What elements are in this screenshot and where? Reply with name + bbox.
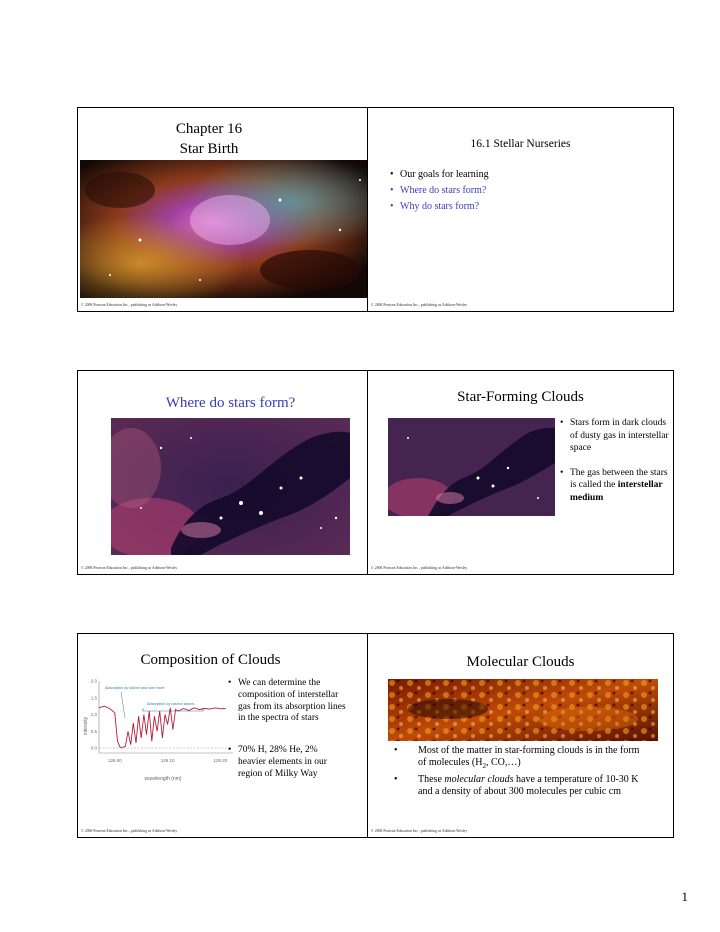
nebula-image (80, 160, 381, 298)
copyright: © 2006 Pearson Education Inc., publishing as Addison-Wesley (81, 829, 178, 833)
bullet-molecules: • Most of the matter in star-forming clouds is in the form of molecules ($H_2$, CO,…) (394, 745, 644, 772)
bullet-percentages: • 70% H, 28% He, 2% heavier elements in our region of Milky Way (228, 745, 346, 780)
copyright: © 2006 Pearson Education Inc., publishing as Addison-Wesley (81, 566, 178, 570)
absorption-spectrum-chart (83, 678, 233, 788)
copyright: © 2006 Pearson Education Inc., publishing as Addison-Wesley (371, 566, 468, 570)
y-tick-label: 0.5 (90, 728, 97, 734)
y-tick-label: 1.5 (90, 695, 97, 701)
bullet-where[interactable]: • Where do stars form? (390, 183, 660, 199)
bullet-list (560, 417, 670, 504)
slide-title: Where do stars form? (165, 395, 296, 411)
title-line-2: Star Birth (179, 141, 239, 157)
slide-title: Star-Forming Clouds (457, 389, 584, 405)
annotation-silicon: Absorption by silicon and one more (105, 686, 165, 690)
slide-molecular-clouds (367, 633, 674, 838)
page-number: 1 (681, 889, 688, 904)
slide-title: Molecular Clouds (466, 654, 575, 670)
bullet-interstellar-medium: • The gas between the stars is called the interstellar medium (560, 467, 670, 505)
y-tick-label: 0.0 (90, 745, 97, 751)
slide-title: Composition of Clouds (140, 652, 281, 668)
slide-composition-of-clouds (77, 633, 384, 838)
copyright: © 2006 Pearson Education Inc., publishing as Addison-Wesley (371, 303, 468, 307)
x-tick-label: 126.20 (213, 758, 228, 763)
x-tick-label: 126.00 (107, 758, 122, 763)
y-tick-label: 2.0 (90, 678, 97, 684)
bullet-why[interactable]: • Why do stars form? (390, 199, 660, 215)
chart-xlabel: wavelength (nm) (144, 776, 182, 782)
bullet-list (394, 745, 644, 798)
bullet-determine-composition: • We can determine the composition of interstellar gas from its absorption lines in the spectra of stars (228, 678, 346, 725)
title-line-1: Chapter 16 (175, 121, 243, 137)
slide-star-forming-clouds (367, 370, 674, 575)
chart-ylabel: intensity (83, 716, 89, 736)
bullet-goals: • Our goals for learning (390, 167, 660, 183)
x-tick-label: 126.10 (160, 758, 175, 763)
bullet-list (228, 678, 346, 781)
y-tick-label: 1.0 (90, 712, 97, 717)
copyright: © 2006 Pearson Education Inc., publishing as Addison-Wesley (81, 303, 178, 307)
bullet-list (390, 167, 660, 215)
molecular-cloud-image (388, 679, 658, 741)
spectrum-line (99, 706, 226, 747)
bullet-temperature-density: • These molecular clouds have a temperature of 10-30 K and a density of about 300 molecules per cubic cm (394, 774, 644, 798)
dark-cloud-image (388, 418, 555, 516)
slide-where-do-stars-form (77, 370, 384, 575)
annotation-carbon: Absorption by carbon atoms (147, 702, 195, 706)
copyright: © 2006 Pearson Education Inc., publishing as Addison-Wesley (371, 829, 468, 833)
dark-cloud-image (111, 418, 350, 555)
slide-title (138, 119, 280, 159)
bullet-dark-clouds: • Stars form in dark clouds of dusty gas in interstellar space (560, 417, 670, 455)
slide-chapter-16 (77, 107, 384, 312)
slide-stellar-nurseries (367, 107, 674, 312)
slide-title: 16.1 Stellar Nurseries (470, 138, 571, 150)
